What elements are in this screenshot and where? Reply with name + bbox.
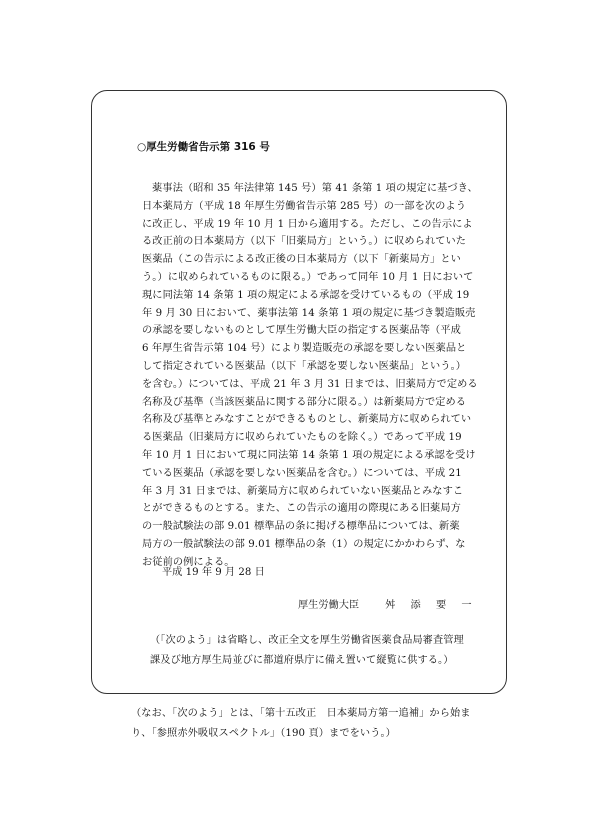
body-line: 局方の一般試験法の部 9.01 標準品の条（1）の規定にかかわらず、な (142, 538, 466, 550)
body-line: る改正前の日本薬局方（以下「旧薬局方」という。）に収められていた (142, 236, 467, 248)
body-line: る医薬品（旧薬局方に収められていたものを除く。）であって平成 19 (142, 432, 462, 444)
body-line: の承認を要しないものとして厚生労働大臣の指定する医薬品等（平成 (142, 325, 461, 337)
footer-line: （なお、「次のよう」とは、「第十五改正 日本薬局方第一追補」から始ま (131, 708, 471, 719)
body-line: に改正し、平成 19 年 10 月 1 日から適用する。ただし、この告示によ (142, 218, 473, 230)
minister-name: 舛 添 要 一 (385, 600, 478, 611)
note-line: （「次のよう」は省略し、改正全文を厚生労働省医薬食品局審査管理 (150, 635, 464, 646)
body-line: 年 9 月 30 日において、薬事法第 14 条第 1 項の規定に基づき製造販売 (142, 307, 476, 319)
body-line: 年 10 月 1 日において現に同法第 14 条第 1 項の規定による承認を受け (142, 449, 476, 461)
body-line: 年 3 月 31 日までは、新薬局方に収められていない医薬品とみなすこ (142, 485, 464, 497)
body-line: 6 年厚生省告示第 104 号）により製造販売の承認を要しない医薬品と (142, 343, 467, 355)
note-line: 課及び地方厚生局並びに都道府県庁に備え置いて縦覧に供する。） (150, 655, 454, 666)
body-line: を含む。）については、平成 21 年 3 月 31 日までは、旧薬局方で定める (142, 378, 478, 390)
notice-note (150, 631, 490, 671)
body-line: の一般試験法の部 9.01 標準品の条に掲げる標準品については、新薬 (142, 521, 460, 533)
body-line: 日本薬局方（平成 18 年厚生労働省告示第 285 号）の一部を次のよう (142, 200, 467, 212)
minister-signature (298, 599, 478, 613)
body-line: して指定されている医薬品（以下「承認を要しない医薬品」という。） (142, 360, 467, 372)
body-line: 名称及び基準とみなすことができるものとし、新薬局方に収められてい (142, 414, 472, 426)
body-line: 現に同法第 14 条第 1 項の規定による承認を受けているもの（平成 19 (142, 289, 470, 301)
body-line: う。）に収められているものに限る。）であって同年 10 月 1 日において (142, 271, 474, 283)
body-line: 医薬品（この告示による改正後の日本薬局方（以下「新薬局方」とい (142, 254, 461, 266)
notice-date: 平成 19 年 9 月 28 日 (162, 567, 265, 578)
notice-body (142, 180, 478, 572)
body-line: とができるものとする。また、この告示の適用の際現にある旧薬局方 (142, 503, 461, 515)
footer-line: り、「参照赤外吸収スペクトル」（190 頁）までをいう。） (131, 728, 396, 739)
notice-title: ○厚生労働省告示第 316 号 (137, 141, 270, 153)
body-line: お従前の例による。 (142, 556, 235, 568)
body-line: 薬事法（昭和 35 年法律第 145 号）第 41 条第 1 項の規定に基づき、 (152, 183, 478, 194)
footer-note (131, 704, 511, 744)
body-line: ている医薬品（承認を要しない医薬品を含む。）については、平成 21 (142, 467, 462, 479)
body-line: 名称及び基準（当該医薬品に関する部分に限る。）は新薬局方で定める (142, 396, 467, 408)
minister-title: 厚生労働大臣 (298, 600, 360, 611)
